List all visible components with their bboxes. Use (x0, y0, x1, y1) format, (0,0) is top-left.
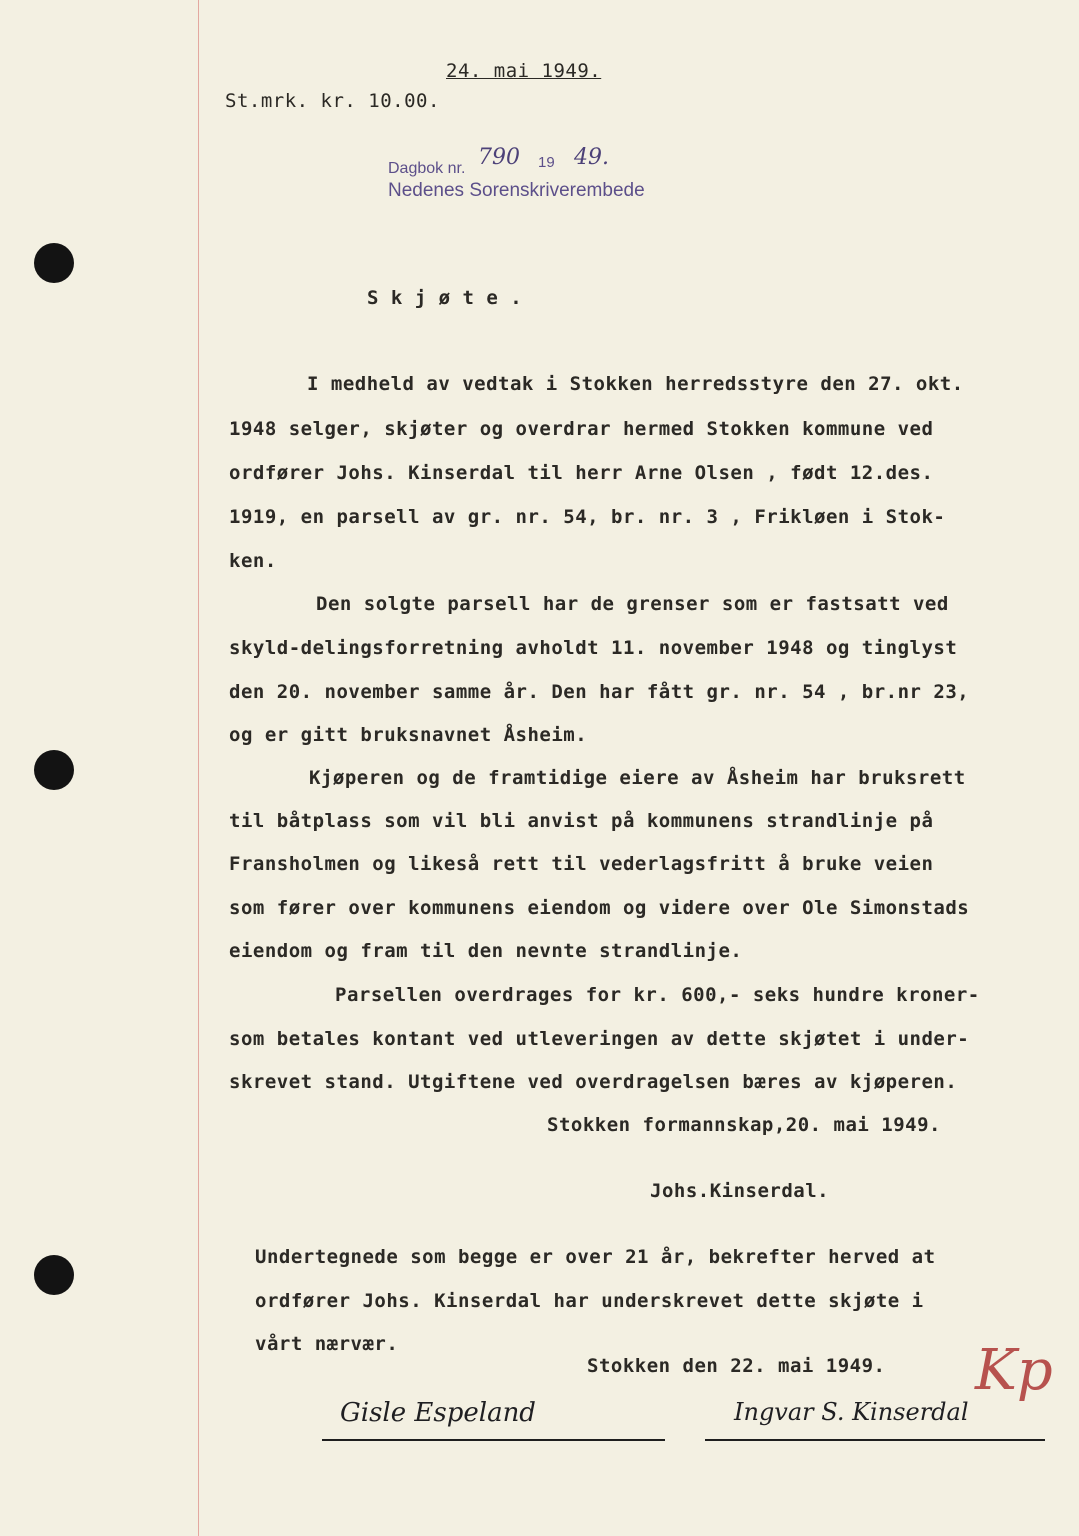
body-line: skyld-delingsforretning avholdt 11. november 1948 og tinglyst (229, 637, 958, 659)
body-line: og er gitt bruksnavnet Åsheim. (229, 724, 588, 746)
body-line: 1948 selger, skjøter og overdrar hermed Stokken kommune ved (229, 418, 934, 440)
body-line: den 20. november samme år. Den har fått gr. nr. 54 , br.nr 23, (229, 681, 970, 703)
stamp-year-suffix: 49. (574, 145, 609, 170)
body-line: Stokken den 22. mai 1949. (587, 1355, 886, 1377)
body-line: Parsellen overdrages for kr. 600,- seks hundre kroner- (335, 984, 980, 1006)
body-line: Kjøperen og de framtidige eiere av Åsheim har bruksrett (309, 767, 966, 789)
body-line: som betales kontant ved utleveringen av dette skjøtet i under- (229, 1028, 970, 1050)
body-line: eiendom og fram til den nevnte strandlinje. (229, 940, 743, 962)
body-line: I medheld av vedtak i Stokken herredsstyre den 27. okt. (307, 373, 964, 395)
punch-hole-middle (34, 750, 74, 790)
body-line: ordfører Johs. Kinserdal har underskrevet dette skjøte i (255, 1290, 924, 1312)
margin-rule (198, 0, 199, 1536)
body-line: Johs.Kinserdal. (650, 1180, 830, 1202)
document-title: S k j ø t e . (367, 287, 523, 309)
punch-hole-top (34, 243, 74, 283)
body-line: 1919, en parsell av gr. nr. 54, br. nr. 3 , Frikløen i Stok- (229, 506, 946, 528)
body-line: skrevet stand. Utgiftene ved overdragelsen bæres av kjøperen. (229, 1071, 958, 1093)
body-line: til båtplass som vil bli anvist på kommunens strandlinje på (229, 810, 934, 832)
body-line: ordfører Johs. Kinserdal til herr Arne Olsen , født 12.des. (229, 462, 934, 484)
stamp-number: 790 (478, 145, 520, 170)
signature-line-left (322, 1439, 665, 1441)
body-line: Stokken formannskap,20. mai 1949. (547, 1114, 941, 1136)
stamp-fee: St.mrk. kr. 10.00. (225, 90, 440, 112)
body-line: ken. (229, 550, 277, 572)
body-line: Den solgte parsell har de grenser som er fastsatt ved (316, 593, 949, 615)
signature-line-right (705, 1439, 1045, 1441)
stamp-office: Nedenes Sorenskriverembede (388, 180, 645, 201)
body-line: Fransholmen og likeså rett til vederlagsfritt å bruke veien (229, 853, 934, 875)
initials-mark: Kp (975, 1338, 1053, 1403)
document-date: 24. mai 1949. (446, 60, 602, 82)
stamp-year-prefix: 19 (538, 154, 555, 171)
punch-hole-bottom (34, 1255, 74, 1295)
body-line: Undertegnede som begge er over 21 år, bekrefter herved at (255, 1246, 936, 1268)
body-line: vårt nærvær. (255, 1333, 399, 1355)
signature-right: Ingvar S. Kinserdal (734, 1398, 969, 1426)
signature-left: Gisle Espeland (340, 1398, 536, 1428)
body-line: som fører over kommunens eiendom og videre over Ole Simonstads (229, 897, 970, 919)
stamp-label: Dagbok nr. (388, 160, 466, 177)
